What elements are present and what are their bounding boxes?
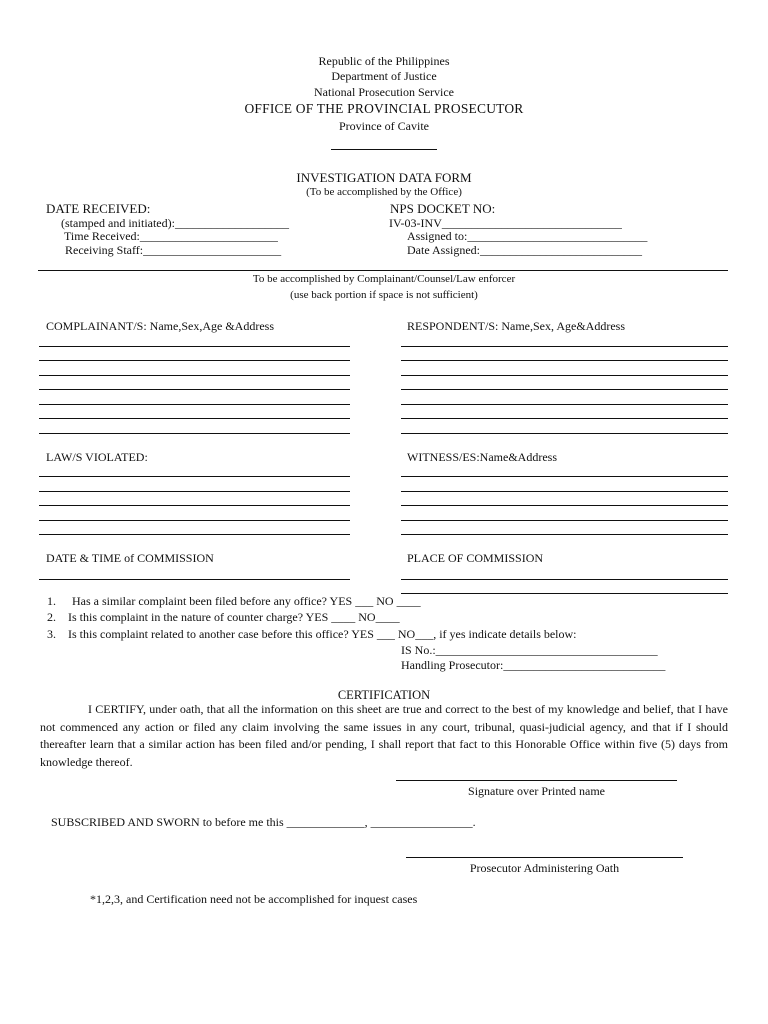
- witness-line[interactable]: [401, 491, 728, 492]
- stamped-field[interactable]: (stamped and initiated):___________________: [61, 216, 289, 230]
- assigned-to-field[interactable]: Assigned to:______________________________: [407, 229, 648, 243]
- form-subtitle: (To be accomplished by the Office): [306, 186, 462, 198]
- complainant-line[interactable]: [39, 404, 350, 405]
- complainant-line[interactable]: [39, 433, 350, 434]
- respondent-line[interactable]: [401, 346, 728, 347]
- place-line[interactable]: [401, 579, 728, 580]
- complainant-line[interactable]: [39, 375, 350, 376]
- respondent-line[interactable]: [401, 375, 728, 376]
- section-note-1: To be accomplished by Complainant/Counsel/Law enforcer: [252, 273, 516, 285]
- is-no-field[interactable]: IS No.:_____________________________________: [401, 643, 658, 657]
- respondent-line[interactable]: [401, 418, 728, 419]
- datetime-line[interactable]: [39, 579, 350, 580]
- question-1-number: 1.: [47, 594, 56, 608]
- witness-line[interactable]: [401, 476, 728, 477]
- header-province: Province of Cavite: [339, 119, 429, 133]
- law-violated-label: LAW/S VIOLATED:: [46, 450, 148, 464]
- section-divider: [38, 270, 728, 271]
- respondent-line[interactable]: [401, 389, 728, 390]
- place-line[interactable]: [401, 593, 728, 594]
- complainant-line[interactable]: [39, 418, 350, 419]
- header-department: Department of Justice: [331, 69, 437, 83]
- respondent-line[interactable]: [401, 433, 728, 434]
- respondent-label: RESPONDENT/S: Name,Sex, Age&Address: [407, 319, 625, 333]
- question-2[interactable]: Is this complaint in the nature of counter charge? YES ____ NO____: [68, 610, 400, 624]
- complainant-line[interactable]: [39, 346, 350, 347]
- date-received-label: DATE RECEIVED:: [46, 201, 151, 216]
- witness-line[interactable]: [401, 534, 728, 535]
- certification-body: [40, 701, 728, 771]
- question-3[interactable]: Is this complaint related to another case before this office? YES ___ NO___, if yes indicate details below:: [68, 627, 577, 641]
- header-republic: Republic of the Philippines: [318, 54, 450, 68]
- date-assigned-field[interactable]: Date Assigned:___________________________: [407, 243, 642, 257]
- complainant-label: COMPLAINANT/S: Name,Sex,Age &Address: [46, 319, 274, 333]
- law-line[interactable]: [39, 476, 350, 477]
- header-province-underline: [331, 149, 437, 150]
- prosecutor-label: Prosecutor Administering Oath: [469, 861, 620, 875]
- prosecutor-signature-line[interactable]: [406, 857, 683, 858]
- respondent-line[interactable]: [401, 404, 728, 405]
- law-line[interactable]: [39, 520, 350, 521]
- place-commission-label: PLACE OF COMMISSION: [407, 551, 544, 565]
- witness-line[interactable]: [401, 520, 728, 521]
- form-title: INVESTIGATION DATA FORM: [296, 170, 472, 185]
- subscribed-sworn-field[interactable]: SUBSCRIBED AND SWORN to before me this _____________, _________________.: [51, 815, 476, 829]
- question-3-number: 3.: [47, 627, 56, 641]
- time-received-field[interactable]: Time Received:_______________________: [64, 229, 278, 243]
- section-note-2: (use back portion if space is not sufficient): [290, 289, 478, 301]
- receiving-staff-field[interactable]: Receiving Staff:_______________________: [65, 243, 282, 257]
- footnote: *1,2,3, and Certification need not be accomplished for inquest cases: [90, 892, 418, 906]
- header-service: National Prosecution Service: [314, 85, 454, 99]
- law-line[interactable]: [39, 534, 350, 535]
- complainant-line[interactable]: [39, 360, 350, 361]
- signature-line[interactable]: [396, 780, 677, 781]
- certification-text: I CERTIFY, under oath, that all the information on this sheet are true and correct to the best of my knowledge and belief, that I have not commenced any action or filed any claim involving the same issues in any court, tribunal, quasi-judicial agency, and that if I should thereafter learn that a similar action has been filed and/or pending, I shall report that fact to this Honorable Office within five (5) days from knowledge thereof.: [40, 702, 728, 769]
- certification-title: CERTIFICATION: [337, 688, 431, 702]
- nps-docket-label: NPS DOCKET NO:: [390, 201, 496, 216]
- header-office: OFFICE OF THE PROVINCIAL PROSECUTOR: [244, 101, 524, 116]
- question-2-number: 2.: [47, 610, 56, 624]
- datetime-commission-label: DATE & TIME of COMMISSION: [46, 551, 214, 565]
- law-line[interactable]: [39, 491, 350, 492]
- witness-line[interactable]: [401, 505, 728, 506]
- respondent-line[interactable]: [401, 360, 728, 361]
- law-line[interactable]: [39, 505, 350, 506]
- iv-docket-field[interactable]: IV-03-INV______________________________: [389, 216, 622, 230]
- signature-label: Signature over Printed name: [468, 784, 605, 798]
- handling-prosecutor-field[interactable]: Handling Prosecutor:___________________________: [401, 658, 666, 672]
- question-1[interactable]: Has a similar complaint been filed before any office? YES ___ NO ____: [72, 594, 421, 608]
- witness-label: WITNESS/ES:Name&Address: [407, 450, 557, 464]
- complainant-line[interactable]: [39, 389, 350, 390]
